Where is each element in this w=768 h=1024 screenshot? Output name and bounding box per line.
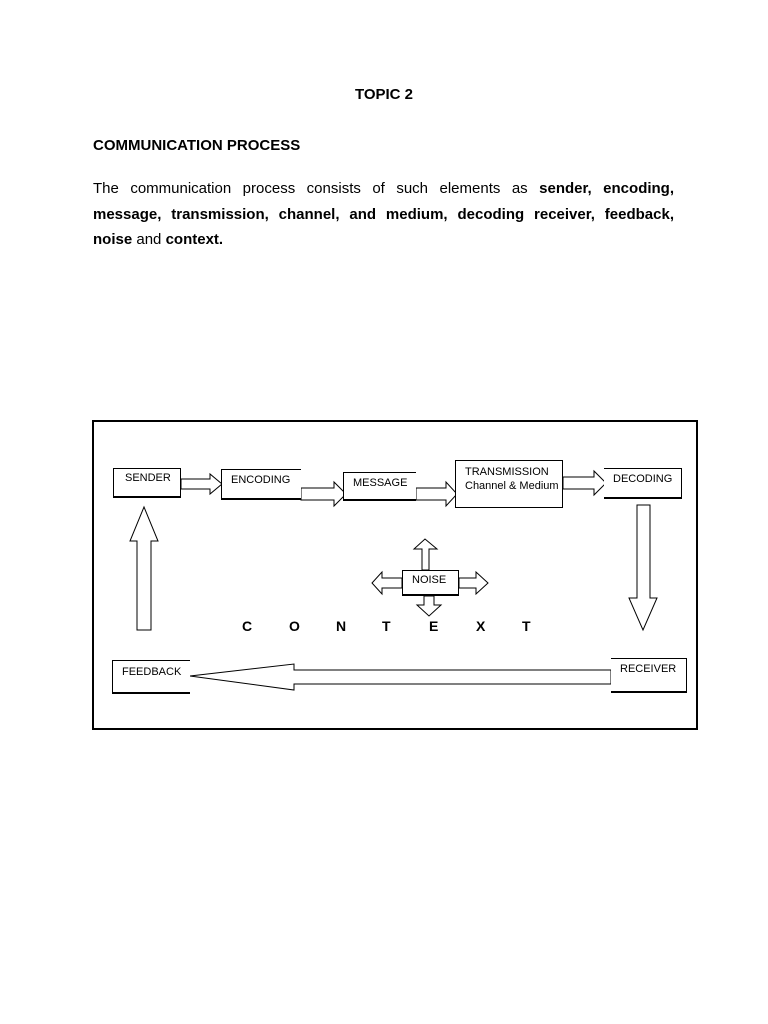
feedback-box	[112, 660, 190, 694]
noise-box	[402, 570, 459, 596]
paragraph-text-1: The communication process consists of such elements as	[93, 180, 540, 197]
context-letter-3: N	[336, 618, 347, 634]
context-letter-7: T	[522, 618, 531, 634]
message-label: MESSAGE	[353, 477, 408, 489]
channel-medium-label: Channel & Medium	[465, 480, 559, 492]
transmission-box	[455, 460, 563, 508]
sender-label: SENDER	[125, 472, 171, 484]
transmission-label: TRANSMISSION	[465, 466, 549, 478]
receiver-label: RECEIVER	[620, 663, 677, 675]
receiver-box	[611, 658, 687, 693]
context-letter-6: X	[476, 618, 486, 634]
sender-box	[113, 468, 181, 498]
context-letter-1: C	[242, 618, 253, 634]
paragraph-bold-elements: sender, encoding, message, transmission, channel, and medium, decoding receiver, feedback, noise	[93, 180, 675, 248]
context-letter-4: T	[382, 618, 391, 634]
context-letter-2: O	[289, 618, 300, 634]
context-letter-5: E	[429, 618, 439, 634]
feedback-label: FEEDBACK	[122, 666, 182, 678]
paragraph-text-2: and	[132, 231, 166, 248]
message-box	[343, 472, 416, 501]
decoding-box	[604, 468, 682, 499]
encoding-label: ENCODING	[231, 474, 291, 486]
encoding-box	[221, 469, 301, 500]
decoding-label: DECODING	[613, 473, 673, 485]
paragraph-bold-context: context.	[165, 231, 224, 248]
section-heading: COMMUNICATION PROCESS	[93, 137, 301, 154]
page-topic: TOPIC 2	[354, 86, 414, 103]
noise-label: NOISE	[412, 574, 447, 586]
